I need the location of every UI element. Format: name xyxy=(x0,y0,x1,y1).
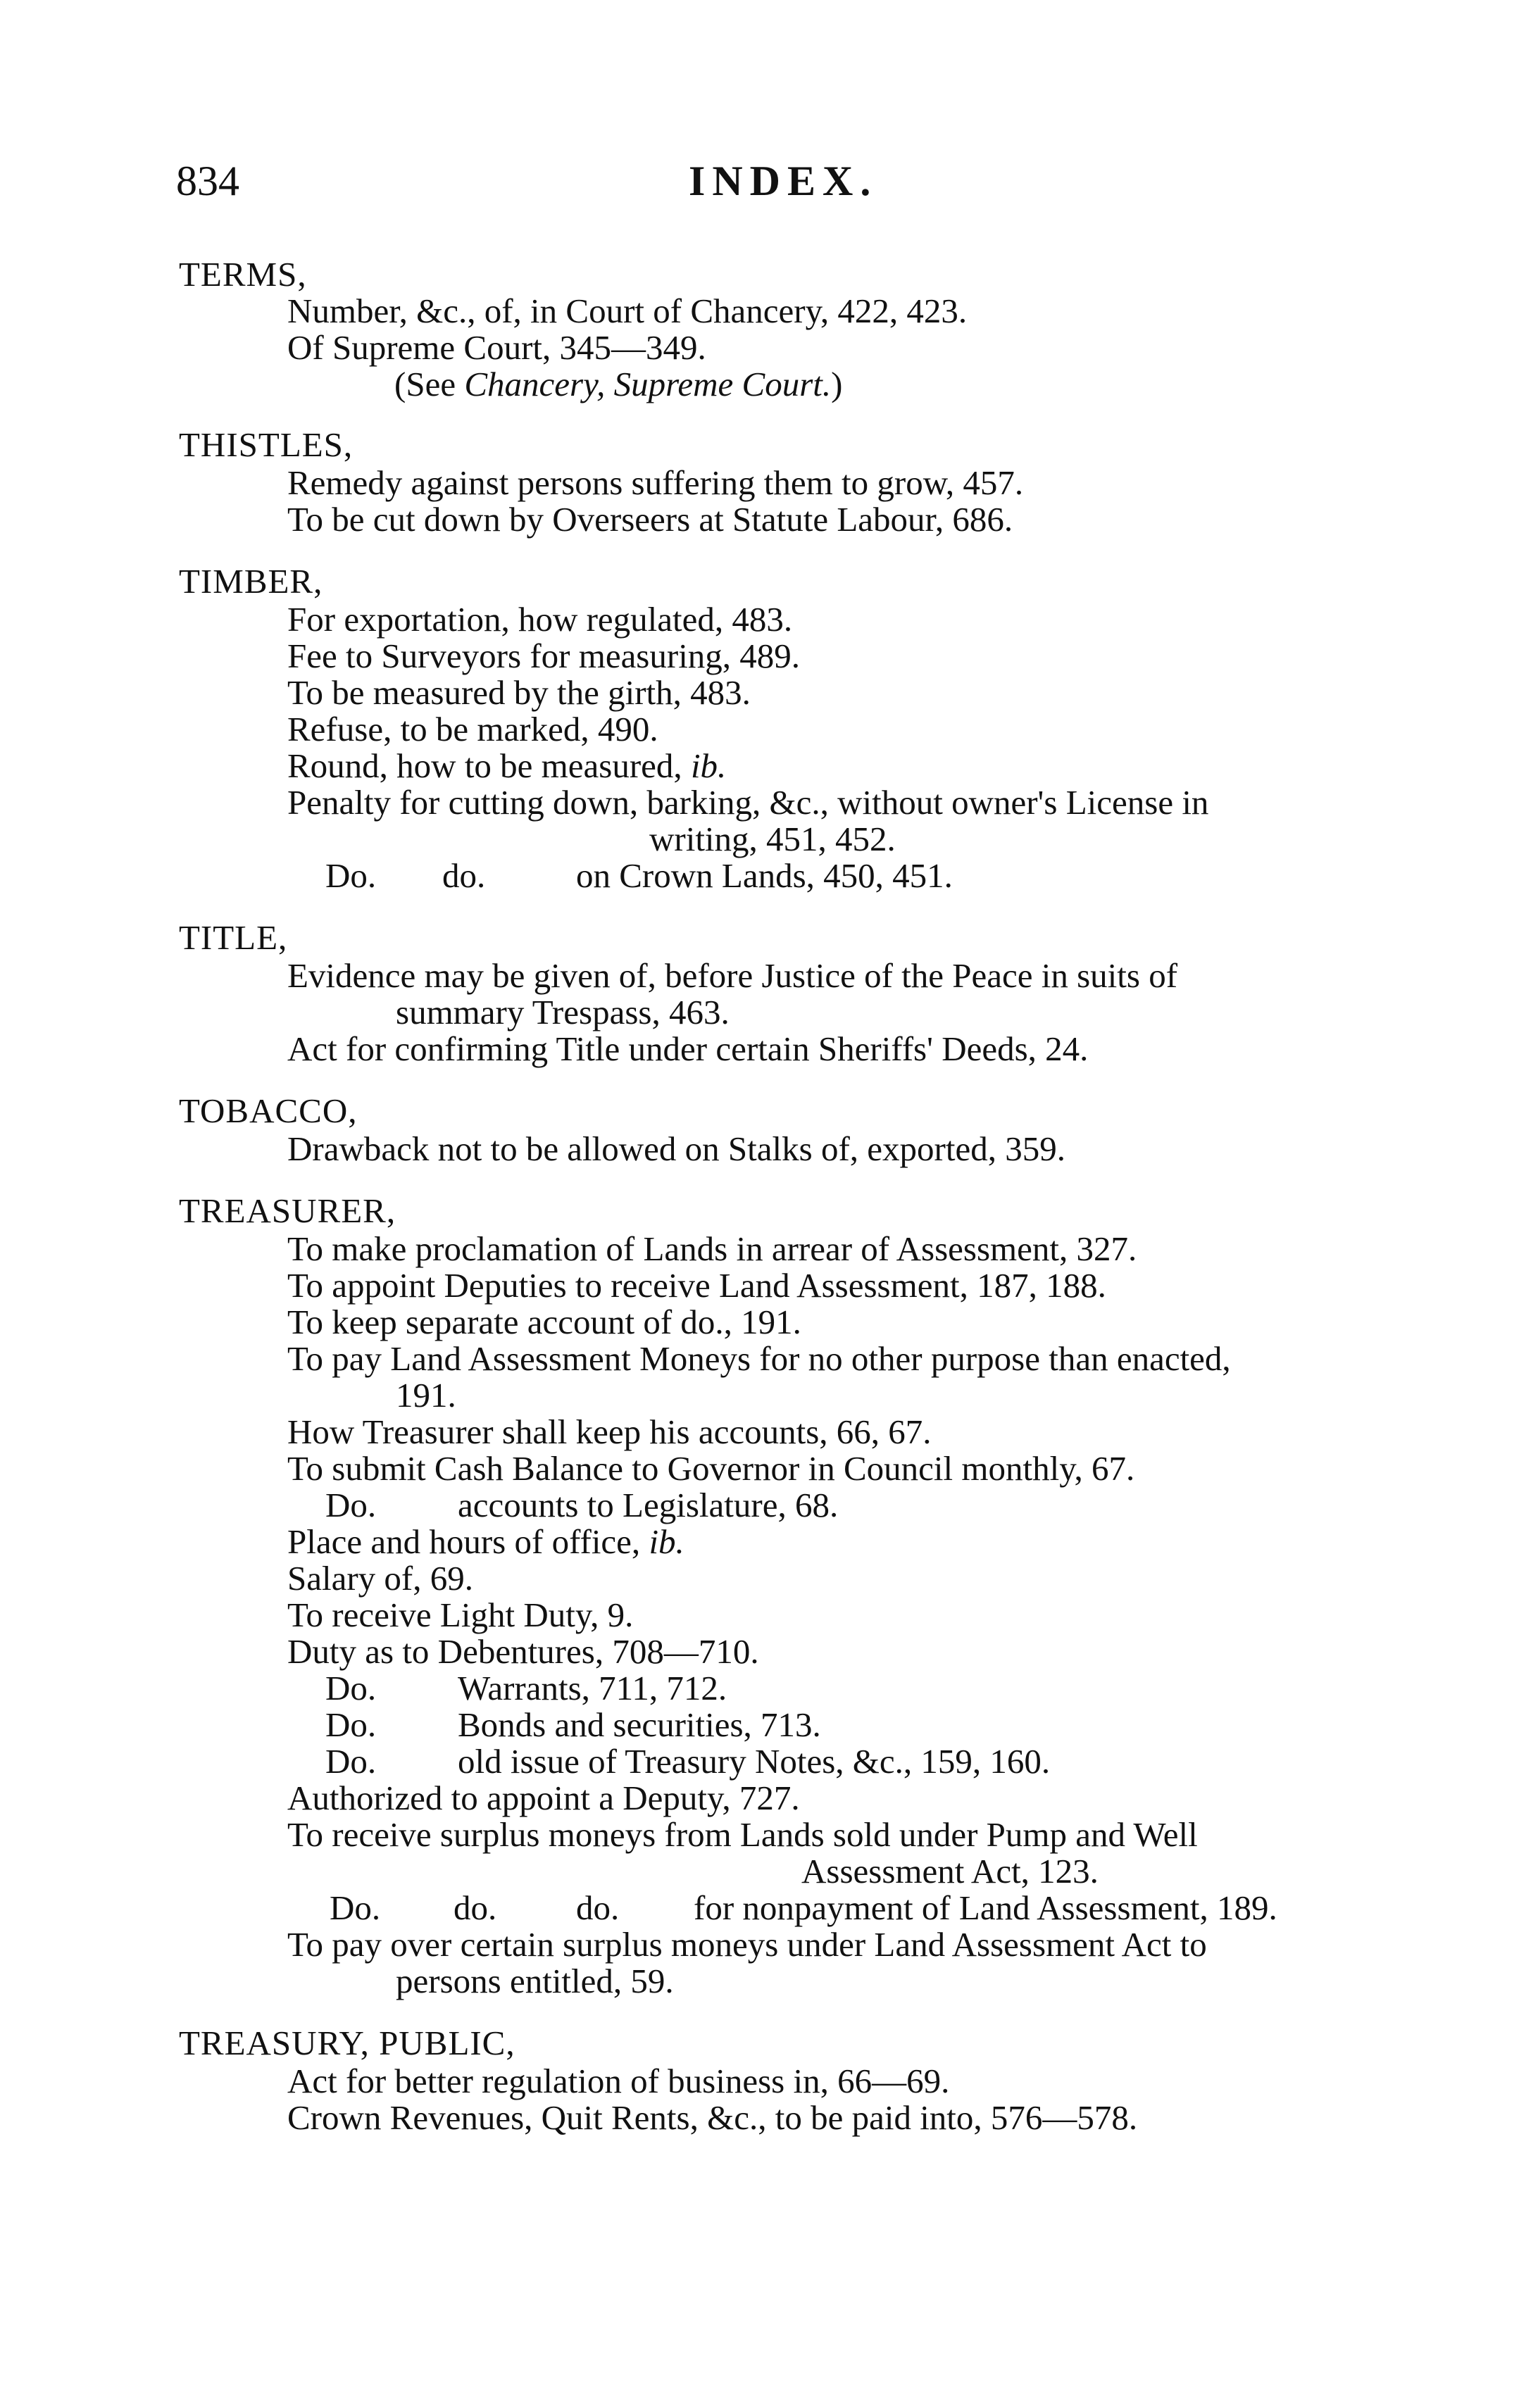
index-line-continued: summary Trespass, 463. xyxy=(396,993,730,1031)
index-line: To receive Light Duty, 9. xyxy=(287,1595,634,1634)
ditto-mark: Do. xyxy=(325,1705,377,1744)
index-line: Of Supreme Court, 345—349. xyxy=(287,328,706,367)
index-line: Remedy against persons suffering them to grow, 457. xyxy=(287,463,1024,502)
index-line: To be cut down by Overseers at Statute Labour, 686. xyxy=(287,500,1013,539)
index-line: How Treasurer shall keep his accounts, 66, 67. xyxy=(287,1412,932,1451)
see-prefix: (See xyxy=(394,365,465,403)
index-line-text: Place and hours of office, xyxy=(287,1522,649,1561)
index-line: To keep separate account of do., 191. xyxy=(287,1303,801,1341)
entry-heading-title: TITLE, xyxy=(179,918,288,957)
index-line: Evidence may be given of, before Justice of the Peace in suits of xyxy=(287,956,1178,995)
index-line: Act for better regulation of business in, 66—69. xyxy=(287,2062,950,2100)
index-line: To pay over certain surplus moneys under Land Assessment Act to xyxy=(287,1925,1207,1964)
index-line: Bonds and securities, 713. xyxy=(458,1705,821,1744)
index-line xyxy=(287,746,726,786)
index-line-text: Round, how to be measured, xyxy=(287,746,691,785)
index-line: Authorized to appoint a Deputy, 727. xyxy=(287,1779,800,1817)
ditto-mark: do. xyxy=(442,856,486,895)
ibid: ib. xyxy=(690,746,727,785)
index-line: old issue of Treasury Notes, &c., 159, 160. xyxy=(458,1742,1051,1781)
index-line: accounts to Legislature, 68. xyxy=(458,1486,839,1524)
index-line-continued: Assessment Act, 123. xyxy=(801,1852,1099,1890)
index-line: Crown Revenues, Quit Rents, &c., to be paid into, 576—578. xyxy=(287,2098,1138,2137)
ditto-mark: do. xyxy=(576,1888,620,1927)
index-line: To receive surplus moneys from Lands sold under Pump and Well xyxy=(287,1815,1198,1854)
index-line: Refuse, to be marked, 490. xyxy=(287,710,658,748)
index-line-continued: writing, 451, 452. xyxy=(649,820,896,858)
ditto-mark: Do. xyxy=(325,1486,377,1524)
running-head: INDEX. xyxy=(689,158,878,204)
ditto-mark: do. xyxy=(454,1888,497,1927)
index-line: To make proclamation of Lands in arrear of Assessment, 327. xyxy=(287,1229,1137,1268)
index-line: To submit Cash Balance to Governor in Council monthly, 67. xyxy=(287,1449,1135,1488)
ditto-mark: Do. xyxy=(325,1742,377,1781)
entry-heading-thistles: THISTLES, xyxy=(179,425,354,464)
index-line: To appoint Deputies to receive Land Assessment, 187, 188. xyxy=(287,1266,1106,1305)
entry-heading-treasury-public: TREASURY, PUBLIC, xyxy=(179,2024,515,2062)
entry-heading-treasurer: TREASURER, xyxy=(179,1191,396,1230)
index-line: on Crown Lands, 450, 451. xyxy=(576,856,953,895)
ditto-mark: Do. xyxy=(325,856,377,895)
index-line: To be measured by the girth, 483. xyxy=(287,673,751,712)
see-reference xyxy=(394,365,842,404)
page-number: 834 xyxy=(176,158,239,204)
see-suffix: ) xyxy=(831,365,843,403)
index-line: Drawback not to be allowed on Stalks of, exported, 359. xyxy=(287,1129,1065,1168)
index-line-continued: 191. xyxy=(396,1376,456,1415)
entry-heading-timber: TIMBER, xyxy=(179,562,323,601)
index-line-continued: persons entitled, 59. xyxy=(396,1962,674,2000)
index-line: For exportation, how regulated, 483. xyxy=(287,600,793,639)
index-line xyxy=(287,1522,684,1562)
index-line: for nonpayment of Land Assessment, 189. xyxy=(694,1888,1277,1927)
entry-heading-tobacco: TOBACCO, xyxy=(179,1091,358,1130)
ibid: ib. xyxy=(649,1522,684,1561)
index-line: Fee to Surveyors for measuring, 489. xyxy=(287,637,801,675)
ditto-mark: Do. xyxy=(330,1888,381,1927)
index-line: Salary of, 69. xyxy=(287,1559,473,1598)
index-line: Duty as to Debentures, 708—710. xyxy=(287,1632,759,1671)
see-target: Chancery, Supreme Court. xyxy=(464,365,832,403)
index-line: Number, &c., of, in Court of Chancery, 422, 423. xyxy=(287,291,968,330)
index-line: To pay Land Assessment Moneys for no other purpose than enacted, xyxy=(287,1339,1231,1378)
ditto-mark: Do. xyxy=(325,1669,377,1707)
index-line: Warrants, 711, 712. xyxy=(458,1669,727,1707)
index-line: Penalty for cutting down, barking, &c., without owner's License in xyxy=(287,783,1209,822)
entry-heading-terms: TERMS, xyxy=(179,255,307,294)
index-line: Act for confirming Title under certain Sheriffs' Deeds, 24. xyxy=(287,1029,1089,1068)
